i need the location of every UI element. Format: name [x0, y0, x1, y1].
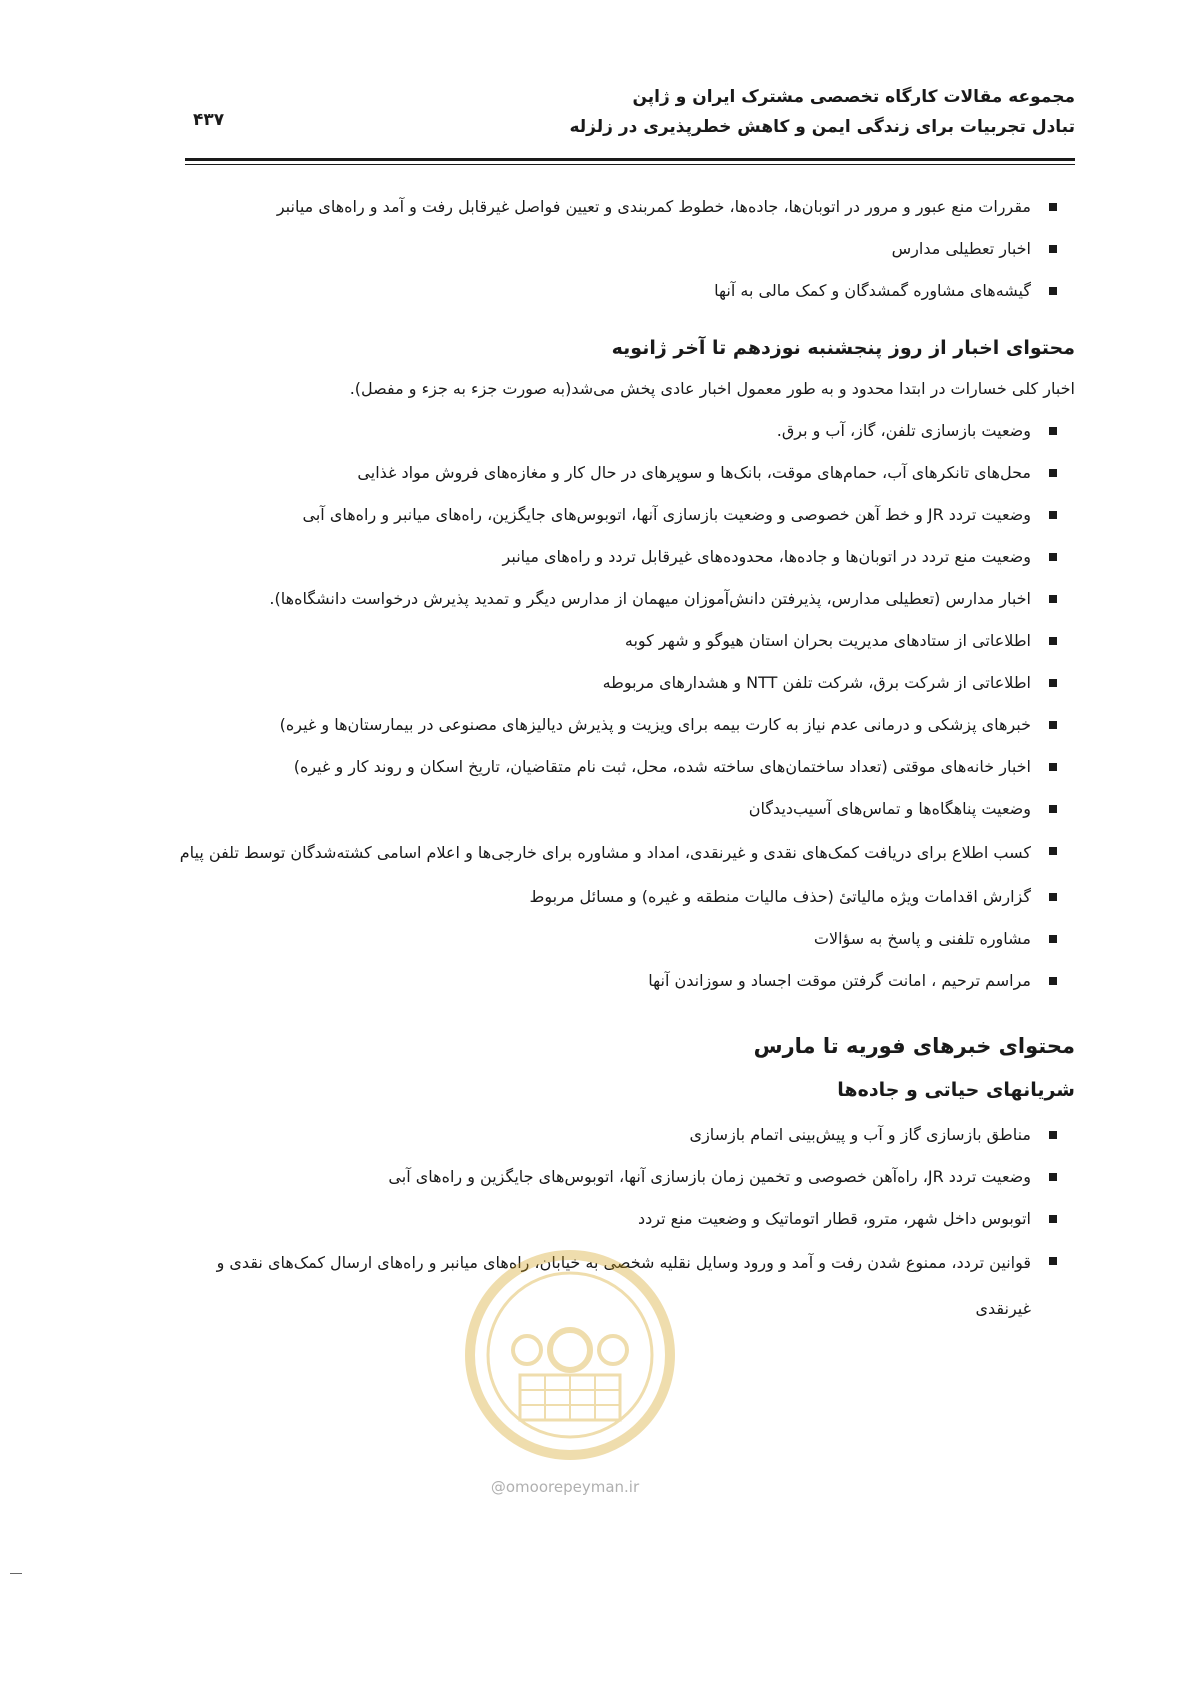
- list-item: اخبار خانه‌های موقتی (تعداد ساختمان‌های ساخته شده، محل، ثبت نام متقاضیان، تاریخ اسکان و روند کار و غیره): [170, 746, 1075, 788]
- header-rule-thin: [185, 164, 1075, 165]
- header-rule-thick: [185, 158, 1075, 161]
- running-header: [185, 82, 1075, 142]
- page-body: [170, 186, 1075, 1332]
- section-heading: محتوای خبرهای فوریه تا مارس: [753, 1034, 1075, 1058]
- list-item: وضعیت تردد JR، راه‌آهن خصوصی و تخمین زمان بازسازی آنها، اتوبوس‌های جایگزین و راه‌های آبی: [170, 1156, 1075, 1198]
- margin-mark: [10, 1573, 22, 1574]
- section-subheading: شریانهای حیاتی و جاده‌ها: [837, 1079, 1075, 1101]
- section-heading: محتوای اخبار از روز پنجشنبه نوزدهم تا آخر ژانویه: [611, 337, 1075, 359]
- list-item: اتوبوس داخل شهر، مترو، قطار اتوماتیک و وضعیت منع تردد: [170, 1198, 1075, 1240]
- list-item: اطلاعاتی از شرکت برق، شرکت تلفن NTT و هشدارهای مربوطه: [170, 662, 1075, 704]
- list-item: مقررات منع عبور و مرور در اتوبان‌ها، جاده‌ها، خطوط کمربندی و تعیین فواصل غیرقابل رفت و آمد و راه‌های میانبر: [170, 186, 1075, 228]
- section1-list: [170, 410, 1075, 1002]
- list-item: مراسم ترحیم ، امانت گرفتن موقت اجساد و سوزاندن آنها: [170, 960, 1075, 1002]
- list-item: وضعیت منع تردد در اتوبان‌ها و جاده‌ها، محدوده‌های غیرقابل تردد و راه‌های میانبر: [170, 536, 1075, 578]
- section-paragraph: اخبار کلی خسارات در ابتدا محدود و به طور معمول اخبار عادی پخش می‌شد(به صورت جزء به جزء و مفصل).: [349, 379, 1075, 398]
- watermark-seal-icon: [455, 1240, 685, 1470]
- page-number: ۴۳۷: [193, 110, 225, 130]
- list-item: وضعیت تردد JR و خط آهن خصوصی و وضعیت بازسازی آنها، اتوبوس‌های جایگزین، راه‌های میانبر و راه‌های آبی: [170, 494, 1075, 536]
- list-item: گزارش اقدامات ویژه مالیاتیٔ (حذف مالیات منطقه و غیره) و مسائل مربوط: [170, 876, 1075, 918]
- list-item: مناطق بازسازی گاز و آب و پیش‌بینی اتمام بازسازی: [170, 1114, 1075, 1156]
- list-item: اخبار مدارس (تعطیلی مدارس، پذیرفتن دانش‌آموزان میهمان از مدارس دیگر و تمدید پذیرش درخواست دانشگاه‌ها).: [170, 578, 1075, 620]
- list-item: خبرهای پزشکی و درمانی عدم نیاز به کارت بیمه برای ویزیت و پذیرش دیالیزهای مصنوعی در بیمارستان‌ها و غیره): [170, 704, 1075, 746]
- list-item: محل‌های تانکرهای آب، حمام‌های موقت، بانک‌ها و سوپرهای در حال کار و مغازه‌های فروش مواد غذایی: [170, 452, 1075, 494]
- list-item: کسب اطلاع برای دریافت کمک‌های نقدی و غیرنقدی، امداد و مشاوره برای خارجی‌ها و اعلام اسامی کشته‌شدگان توسط تلفن پیام: [170, 830, 1075, 876]
- list-item: وضعیت پناهگاه‌ها و تماس‌های آسیب‌دیدگان: [170, 788, 1075, 830]
- intro-list: [170, 186, 1075, 312]
- list-item: اخبار تعطیلی مدارس: [170, 228, 1075, 270]
- list-item: مشاوره تلفنی و پاسخ به سؤالات: [170, 918, 1075, 960]
- list-item: گیشه‌های مشاوره گمشدگان و کمک مالی به آنها: [170, 270, 1075, 312]
- watermark-url: @omoorepeyman.ir: [490, 1478, 640, 1496]
- header-title-line1: مجموعه مقالات کارگاه تخصصی مشترک ایران و ژاپن: [632, 87, 1075, 107]
- list-item: اطلاعاتی از ستادهای مدیریت بحران استان هیوگو و شهر کوبه: [170, 620, 1075, 662]
- header-title-line2: تبادل تجربیات برای زندگی ایمن و کاهش خطرپذیری در زلزله: [569, 117, 1075, 137]
- list-item: وضعیت بازسازی تلفن، گاز، آب و برق.: [170, 410, 1075, 452]
- list-item: قوانین تردد، ممنوع شدن رفت و آمد و ورود وسایل نقلیه شخصی به خیابان، راه‌های میانبر و راه‌های ارسال کمک‌های نقدی و غیرنقدی: [170, 1240, 1075, 1332]
